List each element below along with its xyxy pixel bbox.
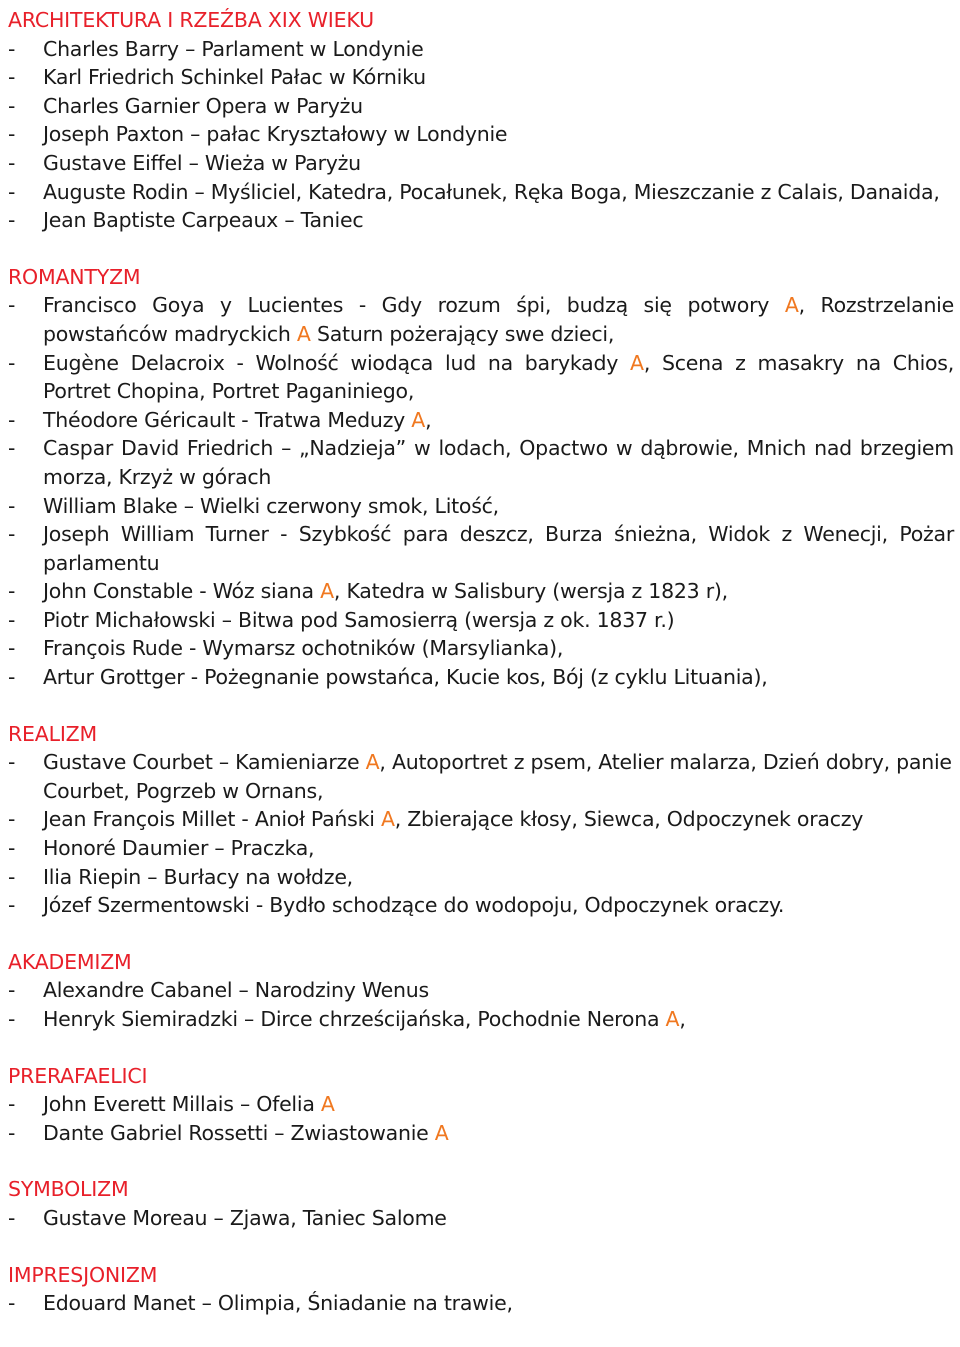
list-item	[8, 149, 954, 178]
section	[8, 263, 954, 692]
section	[8, 720, 954, 920]
text-run: Auguste Rodin – Myśliciel, Katedra, Pocałunek, Ręka Boga, Mieszczanie z Calais, Danaida,	[43, 179, 940, 204]
list-item-text	[43, 492, 954, 521]
accent-marker: A	[411, 407, 426, 432]
list-dash: -	[8, 978, 16, 1003]
list-item-text	[43, 178, 954, 207]
section	[8, 1175, 954, 1232]
list-item-text	[43, 805, 954, 834]
text-run: Théodore Géricault - Tratwa Meduzy	[43, 407, 412, 432]
list-item	[8, 406, 954, 435]
list-item	[8, 492, 954, 521]
list-item	[8, 63, 954, 92]
section	[8, 1261, 954, 1318]
text-run: Karl Friedrich Schinkel Pałac w Kórniku	[43, 65, 426, 90]
text-run: Charles Garnier Opera w Paryżu	[43, 93, 363, 118]
list-item	[8, 805, 954, 834]
list-item-text	[43, 434, 954, 491]
list-dash: -	[8, 607, 16, 632]
list-dash: -	[8, 293, 16, 318]
list-dash: -	[8, 350, 16, 375]
list-item-text	[43, 663, 954, 692]
list-dash: -	[8, 893, 16, 918]
list-item-text	[43, 976, 954, 1005]
list-item	[8, 434, 954, 491]
list-dash: -	[8, 179, 16, 204]
text-run: François Rude - Wymarsz ochotników (Marsylianka),	[43, 636, 564, 661]
text-run: , Zbierające kłosy, Siewca, Odpoczynek oraczy	[394, 807, 864, 832]
section-heading: IMPRESJONIZM	[8, 1262, 158, 1287]
accent-marker: A	[630, 350, 644, 375]
list-dash: -	[8, 208, 16, 233]
text-run: Charles Barry – Parlament w Londynie	[43, 36, 424, 61]
list-item-text	[43, 35, 954, 64]
text-run: Henryk Siemiradzki – Dirce chrześcijańska, Pochodnie Nerona	[43, 1007, 666, 1031]
list-item-text	[43, 120, 954, 149]
text-run: Jean François Millet - Anioł Pański	[43, 807, 381, 832]
list-item	[8, 35, 954, 64]
list-item-text	[43, 92, 954, 121]
list-dash: -	[8, 636, 16, 661]
artist-list	[8, 1204, 954, 1233]
accent-marker: A	[320, 1092, 335, 1117]
list-item	[8, 520, 954, 577]
artist-list	[8, 1090, 954, 1147]
accent-marker: A	[365, 750, 380, 775]
section	[8, 6, 954, 235]
list-item	[8, 634, 954, 663]
list-dash: -	[8, 750, 16, 775]
list-item	[8, 1289, 954, 1318]
text-run: Eugène Delacroix - Wolność wiodąca lud na barykady	[43, 350, 631, 375]
text-run: , Scena z masakry na Chios, Portret Chopina, Portret Paganiniego,	[43, 350, 955, 404]
section-heading: SYMBOLIZM	[8, 1177, 129, 1202]
list-item-text	[43, 891, 954, 920]
text-run: William Blake – Wielki czerwony smok, Litość,	[43, 493, 499, 518]
list-item-text	[43, 1204, 954, 1233]
text-run: Alexandre Cabanel – Narodziny Wenus	[43, 978, 429, 1003]
text-run: Piotr Michałowski – Bitwa pod Samosierrą (wersja z ok. 1837 r.)	[43, 607, 675, 632]
text-run: Joseph Paxton – pałac Kryształowy w Londynie	[43, 122, 508, 147]
list-item	[8, 92, 954, 121]
artist-list	[8, 35, 954, 235]
list-dash: -	[8, 579, 16, 604]
list-item-text	[43, 863, 954, 892]
text-run: Caspar David Friedrich – „Nadzieja” w lodach, Opactwo w dąbrowie, Mnich nad brzegiem morza, Krzyż w górach	[43, 436, 954, 489]
list-item	[8, 206, 954, 235]
text-run: Edouard Manet – Olimpia, Śniadanie na trawie,	[43, 1291, 513, 1316]
list-item	[8, 748, 954, 805]
list-dash: -	[8, 665, 16, 690]
text-run: , Autoportret z psem, Atelier malarza, Dzień dobry, panie Courbet, Pogrzeb w Ornans,	[43, 750, 952, 803]
text-run: John Everett Millais – Ofelia	[43, 1092, 321, 1117]
list-dash: -	[8, 407, 16, 432]
list-dash: -	[8, 493, 16, 518]
list-dash: -	[8, 65, 16, 90]
list-item	[8, 291, 954, 348]
list-item	[8, 891, 954, 920]
list-item-text	[43, 834, 954, 863]
text-run: Francisco Goya y Lucientes - Gdy rozum śpi, budzą się potwory	[43, 293, 785, 318]
list-item-text	[43, 63, 954, 92]
list-item-text	[43, 206, 954, 235]
accent-marker: A	[784, 293, 799, 318]
text-run: Saturn pożerający swe dzieci,	[310, 321, 615, 346]
accent-marker: A	[380, 807, 395, 832]
accent-marker: A	[320, 579, 334, 604]
list-item-text	[43, 1119, 954, 1148]
list-dash: -	[8, 864, 16, 889]
list-dash: -	[8, 36, 16, 61]
list-item	[8, 1204, 954, 1233]
text-run: Honoré Daumier – Praczka,	[43, 836, 315, 861]
section-heading: ROMANTYZM	[8, 264, 141, 289]
list-item-text	[43, 1090, 954, 1119]
list-dash: -	[8, 150, 16, 175]
list-item-text	[43, 606, 954, 635]
artist-list	[8, 1289, 954, 1318]
accent-marker: A	[665, 1007, 680, 1031]
list-item	[8, 349, 954, 406]
list-item	[8, 577, 954, 606]
list-item	[8, 834, 954, 863]
list-item-text	[43, 748, 954, 805]
text-run: Dante Gabriel Rossetti – Zwiastowanie	[43, 1120, 435, 1145]
list-dash: -	[8, 1205, 16, 1230]
list-item-text	[43, 406, 954, 435]
section-heading: ARCHITEKTURA I RZEŹBA XIX WIEKU	[8, 8, 374, 32]
list-dash: -	[8, 522, 16, 547]
list-dash: -	[8, 1291, 16, 1316]
text-run: , Rozstrzelanie powstańców madryckich	[43, 293, 954, 346]
list-item	[8, 606, 954, 635]
text-run: John Constable - Wóz siana	[43, 579, 321, 604]
text-run: ,	[679, 1007, 686, 1031]
section-heading: REALIZM	[8, 721, 98, 746]
section-heading: PRERAFAELICI	[8, 1063, 148, 1088]
text-run: Joseph William Turner - Szybkość para deszcz, Burza śnieżna, Widok z Wenecji, Pożar parlamentu	[43, 522, 954, 575]
list-item	[8, 976, 954, 1005]
text-run: Ilia Riepin – Burłacy na wołdze,	[43, 864, 353, 889]
list-item	[8, 863, 954, 892]
text-run: Artur Grottger - Pożegnanie powstańca, Kucie kos, Bój (z cyklu Lituania),	[43, 665, 768, 690]
text-run: , Katedra w Salisbury (wersja z 1823 r),	[333, 579, 728, 604]
text-run: Gustave Courbet – Kamieniarze	[43, 750, 366, 775]
list-dash: -	[8, 1120, 16, 1145]
list-item	[8, 120, 954, 149]
list-dash: -	[8, 436, 16, 461]
list-dash: -	[8, 1007, 16, 1031]
text-run: Jean Baptiste Carpeaux – Taniec	[43, 208, 364, 233]
section	[8, 948, 954, 1034]
accent-marker: A	[434, 1120, 449, 1145]
list-item-text	[43, 149, 954, 178]
text-run: Gustave Eiffel – Wieża w Paryżu	[43, 150, 361, 175]
artist-list	[8, 976, 954, 1033]
list-item-text	[43, 577, 954, 606]
artist-list	[8, 748, 954, 920]
list-item	[8, 1119, 954, 1148]
list-item-text	[43, 1289, 954, 1318]
list-dash: -	[8, 1092, 16, 1117]
section-heading: AKADEMIZM	[8, 949, 132, 974]
list-dash: -	[8, 807, 16, 832]
list-item-text	[43, 349, 954, 406]
list-item	[8, 1005, 954, 1034]
list-item-text	[43, 291, 954, 348]
text-run: Józef Szermentowski - Bydło schodzące do wodopoju, Odpoczynek oraczy.	[43, 893, 785, 918]
list-item-text	[43, 1005, 954, 1034]
list-item-text	[43, 634, 954, 663]
list-item-text	[43, 520, 954, 577]
list-dash: -	[8, 836, 16, 861]
list-item	[8, 663, 954, 692]
list-item	[8, 1090, 954, 1119]
section	[8, 1062, 954, 1148]
list-item	[8, 178, 954, 207]
list-dash: -	[8, 93, 16, 118]
text-run: Gustave Moreau – Zjawa, Taniec Salome	[43, 1205, 447, 1230]
artist-list	[8, 291, 954, 691]
list-dash: -	[8, 122, 16, 147]
text-run: ,	[425, 407, 432, 432]
accent-marker: A	[296, 321, 311, 346]
